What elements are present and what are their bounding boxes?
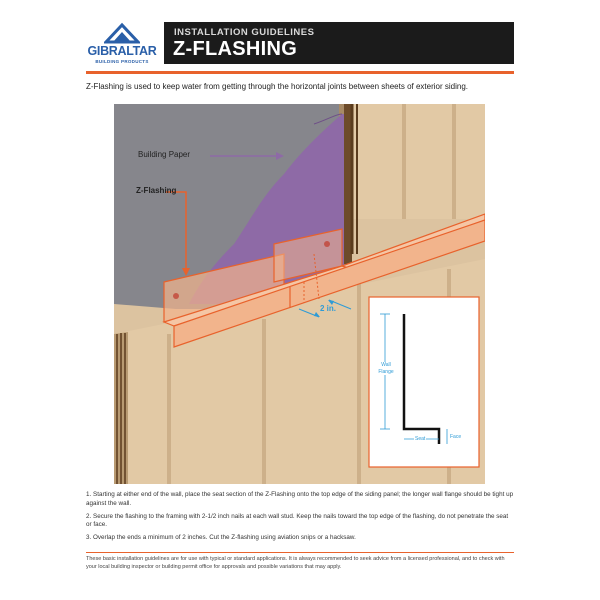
upper-siding-panel bbox=[352, 104, 485, 219]
seat-label: Seat bbox=[415, 436, 426, 442]
page-title: Z-FLASHING bbox=[173, 38, 298, 60]
gibraltar-logo bbox=[86, 22, 158, 72]
mountain-logo-icon bbox=[104, 22, 140, 44]
logo-tagline: BUILDING PRODUCTS bbox=[95, 59, 149, 64]
wall-flange-label: Wall Flange bbox=[373, 362, 399, 375]
title-bar bbox=[164, 22, 514, 64]
header-kicker: INSTALLATION GUIDELINES bbox=[174, 27, 315, 38]
instructions-list bbox=[86, 491, 514, 547]
footer-divider bbox=[86, 552, 514, 553]
installation-diagram bbox=[114, 104, 485, 484]
header-divider bbox=[86, 71, 514, 74]
intro-text: Z-Flashing is used to keep water from getting through the horizontal joints between sheets of exterior siding. bbox=[86, 82, 468, 91]
logo-brand: GIBRALTAR bbox=[87, 44, 157, 58]
overlap-label: 2 in. bbox=[320, 304, 337, 313]
instruction-step-3: 3. Overlap the ends a minimum of 2 inches. Cut the Z-flashing using aviation snips or a hacksaw. bbox=[86, 534, 356, 542]
instruction-step-2: 2. Secure the flashing to the framing with 2-1/2 inch nails at each wall stud. Keep the nails toward the top edge of the flashing, do not penetrate the seat or face. bbox=[86, 512, 509, 529]
z-flashing-label: Z-Flashing bbox=[136, 186, 177, 195]
face-label: Face bbox=[450, 434, 462, 440]
disclaimer-text: These basic installation guidelines are for use with typical or standard applications. It is always recommended to seek advice from a licensed professional, and to check with your local building inspector or building permit office for approvals and possible variations that may apply. bbox=[86, 556, 505, 570]
instruction-step-1: 1. Starting at either end of the wall, place the seat section of the Z-Flashing onto the top edge of the siding panel; the longer wall flange should be tight up against the wall. bbox=[86, 491, 514, 507]
building-paper-label: Building Paper bbox=[138, 150, 191, 159]
z-flashing-illustration bbox=[114, 104, 485, 484]
